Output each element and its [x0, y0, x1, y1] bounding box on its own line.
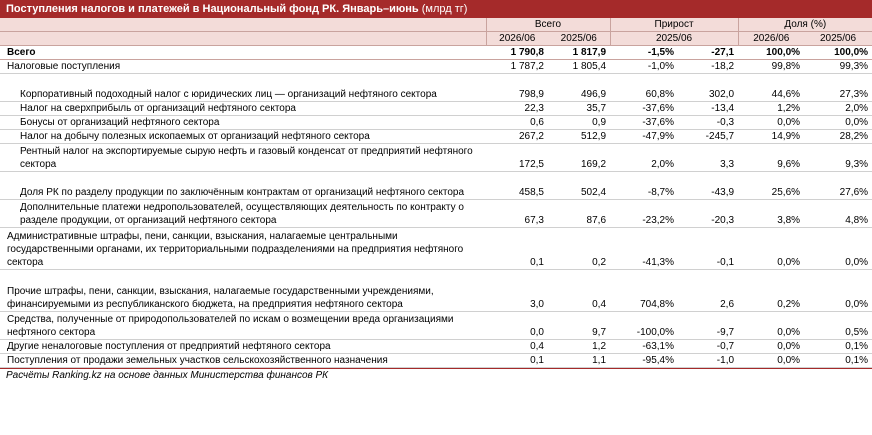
table-title: Поступления налогов и платежей в Национальный фонд РК. Январь–июнь: [6, 3, 419, 15]
row-label: Налог на добычу полезных ископаемых от организаций нефтяного сектора: [0, 130, 486, 144]
share-2026-cell: 0,0%: [738, 312, 804, 340]
growth-abs-cell: -20,3: [678, 200, 738, 228]
header-row-groups: [0, 18, 872, 32]
value-2026-cell: 0,0: [486, 312, 548, 340]
header-col-growth-period: 2025/06: [610, 32, 738, 46]
value-2026-cell: 267,2: [486, 130, 548, 144]
row-label: Другие неналоговые поступления от предприятий нефтяного сектора: [0, 340, 486, 354]
growth-pct-cell: -100,0%: [610, 312, 678, 340]
share-2026-cell: 0,2%: [738, 270, 804, 312]
growth-pct-cell: -1,0%: [610, 60, 678, 74]
value-2025-cell: 9,7: [548, 312, 610, 340]
value-2026-cell: 0,1: [486, 354, 548, 368]
growth-pct-cell: -37,6%: [610, 116, 678, 130]
value-2026-cell: 0,1: [486, 228, 548, 270]
share-2026-cell: 0,0%: [738, 116, 804, 130]
growth-abs-cell: 3,3: [678, 144, 738, 172]
row-label: Корпоративный подоходный налог с юридических лиц — организаций нефтяного сектора: [0, 74, 486, 102]
share-2025-cell: 0,1%: [804, 340, 872, 354]
value-2026-cell: 67,3: [486, 200, 548, 228]
table-row: [0, 270, 872, 312]
value-2026-cell: 0,4: [486, 340, 548, 354]
growth-abs-cell: -0,7: [678, 340, 738, 354]
growth-pct-cell: 60,8%: [610, 74, 678, 102]
value-2026-cell: 22,3: [486, 102, 548, 116]
growth-pct-cell: 704,8%: [610, 270, 678, 312]
header-corner: [0, 18, 486, 32]
value-2025-cell: 0,2: [548, 228, 610, 270]
share-2026-cell: 9,6%: [738, 144, 804, 172]
value-2025-cell: 35,7: [548, 102, 610, 116]
value-2026-cell: 798,9: [486, 74, 548, 102]
share-2025-cell: 9,3%: [804, 144, 872, 172]
share-2026-cell: 99,8%: [738, 60, 804, 74]
header-group-share: Доля (%): [738, 18, 872, 32]
share-2026-cell: 0,0%: [738, 228, 804, 270]
table-row: [0, 102, 872, 116]
table-row: [0, 312, 872, 340]
growth-pct-cell: -41,3%: [610, 228, 678, 270]
header-col-share-2025: 2025/06: [804, 32, 872, 46]
share-2025-cell: 0,5%: [804, 312, 872, 340]
table-body: [0, 46, 872, 368]
growth-abs-cell: 2,6: [678, 270, 738, 312]
share-2025-cell: 28,2%: [804, 130, 872, 144]
growth-pct-cell: -95,4%: [610, 354, 678, 368]
growth-pct-cell: -8,7%: [610, 172, 678, 200]
table-row: [0, 60, 872, 74]
row-label: Средства, полученные от природопользователей по искам о возмещении вреда организациями нефтяного сектора: [0, 312, 486, 340]
share-2025-cell: 2,0%: [804, 102, 872, 116]
growth-pct-cell: 2,0%: [610, 144, 678, 172]
growth-pct-cell: -63,1%: [610, 340, 678, 354]
growth-abs-cell: -1,0: [678, 354, 738, 368]
share-2026-cell: 44,6%: [738, 74, 804, 102]
share-2025-cell: 0,0%: [804, 116, 872, 130]
growth-abs-cell: -245,7: [678, 130, 738, 144]
value-2025-cell: 1,2: [548, 340, 610, 354]
share-2026-cell: 25,6%: [738, 172, 804, 200]
row-label: Налоговые поступления: [0, 60, 486, 74]
growth-abs-cell: -0,3: [678, 116, 738, 130]
growth-abs-cell: 302,0: [678, 74, 738, 102]
value-2025-cell: 1 817,9: [548, 46, 610, 60]
share-2025-cell: 27,3%: [804, 74, 872, 102]
header-col-2026: 2026/06: [486, 32, 548, 46]
share-2025-cell: 99,3%: [804, 60, 872, 74]
value-2026-cell: 3,0: [486, 270, 548, 312]
growth-abs-cell: -9,7: [678, 312, 738, 340]
share-2026-cell: 100,0%: [738, 46, 804, 60]
table-row: [0, 46, 872, 60]
share-2026-cell: 0,0%: [738, 340, 804, 354]
source-note: Расчёты Ranking.kz на основе данных Министерства финансов РК: [0, 368, 872, 383]
share-2026-cell: 3,8%: [738, 200, 804, 228]
table-title-bar: [0, 0, 872, 18]
share-2026-cell: 14,9%: [738, 130, 804, 144]
share-2025-cell: 0,0%: [804, 228, 872, 270]
growth-abs-cell: -13,4: [678, 102, 738, 116]
table-row: [0, 172, 872, 200]
share-2025-cell: 0,0%: [804, 270, 872, 312]
table-row: [0, 130, 872, 144]
row-label: Административные штрафы, пени, санкции, взыскания, налагаемые центральными государственными органами, их территориальными подразделениями на предприятия нефтяного сектора: [0, 228, 486, 270]
table-row: [0, 116, 872, 130]
value-2025-cell: 0,9: [548, 116, 610, 130]
growth-abs-cell: -18,2: [678, 60, 738, 74]
value-2025-cell: 1,1: [548, 354, 610, 368]
table-row: [0, 200, 872, 228]
value-2026-cell: 458,5: [486, 172, 548, 200]
growth-pct-cell: -23,2%: [610, 200, 678, 228]
value-2026-cell: 1 787,2: [486, 60, 548, 74]
header-col-2025: 2025/06: [548, 32, 610, 46]
share-2025-cell: 0,1%: [804, 354, 872, 368]
table-unit: (млрд тг): [421, 3, 468, 15]
table-row: [0, 74, 872, 102]
growth-abs-cell: -0,1: [678, 228, 738, 270]
tax-revenue-table: [0, 18, 872, 368]
header-group-total: Всего: [486, 18, 610, 32]
table-row: [0, 340, 872, 354]
header-corner-sub: [0, 32, 486, 46]
table-row: [0, 354, 872, 368]
row-label: Прочие штрафы, пени, санкции, взыскания, налагаемые государственными учреждениями, финансируемыми из республиканского бюджета, на предприятия нефтяного сектора: [0, 270, 486, 312]
growth-abs-cell: -43,9: [678, 172, 738, 200]
share-2025-cell: 100,0%: [804, 46, 872, 60]
header-row-periods: [0, 32, 872, 46]
share-2026-cell: 0,0%: [738, 354, 804, 368]
value-2025-cell: 169,2: [548, 144, 610, 172]
value-2025-cell: 512,9: [548, 130, 610, 144]
share-2025-cell: 27,6%: [804, 172, 872, 200]
value-2025-cell: 496,9: [548, 74, 610, 102]
growth-abs-cell: -27,1: [678, 46, 738, 60]
value-2025-cell: 0,4: [548, 270, 610, 312]
row-label: Дополнительные платежи недропользователей, осуществляющих деятельность по контракту о разделе продукции, от организаций нефтяного сектора: [0, 200, 486, 228]
growth-pct-cell: -1,5%: [610, 46, 678, 60]
row-label: Всего: [0, 46, 486, 60]
row-label: Бонусы от организаций нефтяного сектора: [0, 116, 486, 130]
growth-pct-cell: -47,9%: [610, 130, 678, 144]
row-label: Поступления от продажи земельных участков сельскохозяйственного назначения: [0, 354, 486, 368]
table-row: [0, 228, 872, 270]
growth-pct-cell: -37,6%: [610, 102, 678, 116]
share-2025-cell: 4,8%: [804, 200, 872, 228]
header-group-growth: Прирост: [610, 18, 738, 32]
header-col-share-2026: 2026/06: [738, 32, 804, 46]
row-label: Доля РК по разделу продукции по заключённым контрактам от организаций нефтяного сектора: [0, 172, 486, 200]
value-2025-cell: 502,4: [548, 172, 610, 200]
share-2026-cell: 1,2%: [738, 102, 804, 116]
row-label: Рентный налог на экспортируемые сырую нефть и газовый конденсат от предприятий нефтяного сектора: [0, 144, 486, 172]
value-2026-cell: 1 790,8: [486, 46, 548, 60]
table-row: [0, 144, 872, 172]
value-2026-cell: 0,6: [486, 116, 548, 130]
value-2025-cell: 87,6: [548, 200, 610, 228]
value-2026-cell: 172,5: [486, 144, 548, 172]
value-2025-cell: 1 805,4: [548, 60, 610, 74]
row-label: Налог на сверхприбыль от организаций нефтяного сектора: [0, 102, 486, 116]
